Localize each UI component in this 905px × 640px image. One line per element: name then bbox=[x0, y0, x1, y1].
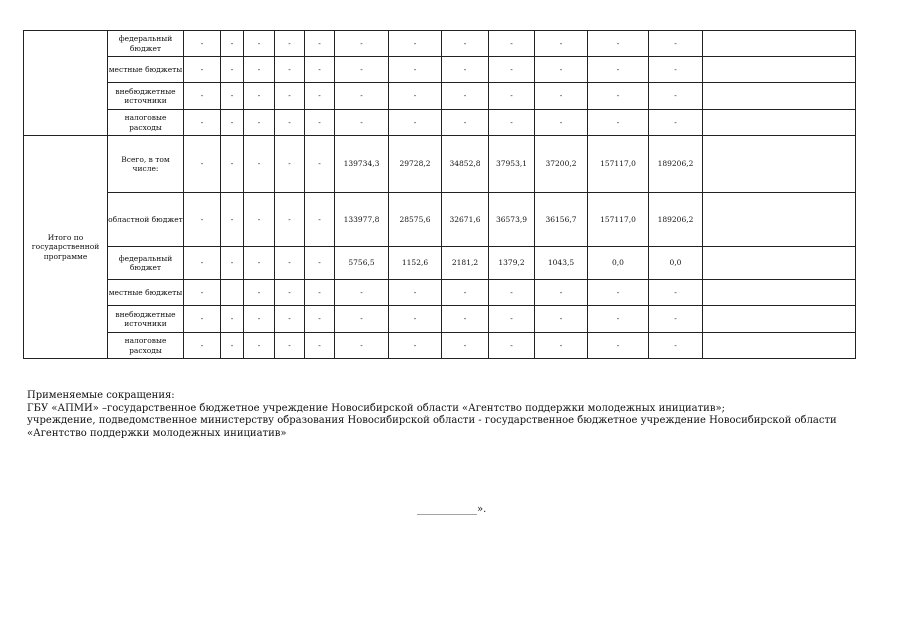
value-cell: 0,0 bbox=[649, 247, 703, 280]
value-cell: - bbox=[184, 110, 221, 136]
value-cell: - bbox=[649, 31, 703, 57]
abbreviation-line-2: учреждение, подведомственное министерству образования Новосибирской области - государственное бюджетное учреждение Новосибирской области «Агентство поддержки молодежных инициатив» bbox=[27, 415, 837, 439]
value-cell: - bbox=[649, 280, 703, 306]
table-row bbox=[24, 280, 856, 306]
value-cell: - bbox=[221, 193, 244, 247]
value-cell: - bbox=[221, 333, 244, 359]
value-cell: 189206,2 bbox=[649, 136, 703, 193]
value-cell: - bbox=[489, 280, 535, 306]
table-row bbox=[24, 110, 856, 136]
value-cell: 28575,6 bbox=[389, 193, 442, 247]
value-cell: 1043,5 bbox=[535, 247, 588, 280]
value-cell: - bbox=[184, 193, 221, 247]
notes-cell-empty bbox=[703, 31, 856, 57]
value-cell: - bbox=[588, 110, 649, 136]
value-cell: - bbox=[275, 280, 305, 306]
value-cell: - bbox=[649, 110, 703, 136]
value-cell: - bbox=[442, 83, 489, 110]
value-cell: - bbox=[275, 136, 305, 193]
value-cell: 29728,2 bbox=[389, 136, 442, 193]
table-row bbox=[24, 247, 856, 280]
value-cell: - bbox=[305, 110, 335, 136]
value-cell: - bbox=[275, 193, 305, 247]
value-cell: 1379,2 bbox=[489, 247, 535, 280]
value-cell: - bbox=[535, 280, 588, 306]
value-cell: - bbox=[588, 83, 649, 110]
funding-source: налоговые расходы bbox=[108, 110, 184, 136]
value-cell: - bbox=[221, 136, 244, 193]
value-cell: - bbox=[335, 280, 389, 306]
value-cell: - bbox=[335, 57, 389, 83]
value-cell: - bbox=[244, 57, 275, 83]
value-cell: - bbox=[221, 247, 244, 280]
funding-source: налоговые расходы bbox=[108, 333, 184, 359]
value-cell: - bbox=[244, 280, 275, 306]
value-cell: - bbox=[489, 31, 535, 57]
value-cell: - bbox=[184, 306, 221, 333]
funding-source: федеральный бюджет bbox=[108, 247, 184, 280]
value-cell: - bbox=[184, 83, 221, 110]
notes-cell-empty bbox=[703, 83, 856, 110]
value-cell: - bbox=[184, 57, 221, 83]
value-cell: 1152,6 bbox=[389, 247, 442, 280]
funding-source: местные бюджеты bbox=[108, 280, 184, 306]
value-cell: - bbox=[649, 83, 703, 110]
value-cell: - bbox=[244, 306, 275, 333]
value-cell: - bbox=[588, 57, 649, 83]
value-cell: - bbox=[489, 57, 535, 83]
closing-mark: ____________». bbox=[417, 504, 487, 515]
table-row bbox=[24, 306, 856, 333]
value-cell: - bbox=[244, 31, 275, 57]
value-cell: - bbox=[442, 280, 489, 306]
value-cell: - bbox=[335, 306, 389, 333]
value-cell: - bbox=[275, 110, 305, 136]
value-cell: - bbox=[389, 280, 442, 306]
value-cell: - bbox=[335, 333, 389, 359]
value-cell: - bbox=[184, 31, 221, 57]
value-cell: - bbox=[649, 306, 703, 333]
notes-cell-empty bbox=[703, 57, 856, 83]
notes-cell-empty bbox=[703, 110, 856, 136]
value-cell: - bbox=[335, 31, 389, 57]
value-cell: - bbox=[305, 31, 335, 57]
funding-source: Всего, в том числе: bbox=[108, 136, 184, 193]
notes-cell-empty bbox=[703, 280, 856, 306]
value-cell: - bbox=[221, 83, 244, 110]
funding-source: местные бюджеты bbox=[108, 57, 184, 83]
funding-source: областной бюджет bbox=[108, 193, 184, 247]
value-cell: - bbox=[442, 306, 489, 333]
table-row bbox=[24, 31, 856, 57]
value-cell: - bbox=[275, 333, 305, 359]
table-row bbox=[24, 57, 856, 83]
value-cell: 5756,5 bbox=[335, 247, 389, 280]
value-cell: - bbox=[442, 110, 489, 136]
value-cell: 37953,1 bbox=[489, 136, 535, 193]
value-cell: - bbox=[244, 83, 275, 110]
value-cell: - bbox=[221, 306, 244, 333]
value-cell: 34852,8 bbox=[442, 136, 489, 193]
value-cell: - bbox=[442, 333, 489, 359]
funding-source: внебюджетные источники bbox=[108, 306, 184, 333]
value-cell: - bbox=[335, 83, 389, 110]
value-cell: - bbox=[305, 193, 335, 247]
notes-cell-empty bbox=[703, 136, 856, 193]
value-cell: - bbox=[535, 110, 588, 136]
budget-table bbox=[23, 30, 856, 359]
value-cell: - bbox=[244, 110, 275, 136]
program-cell-empty bbox=[24, 31, 108, 136]
value-cell: 36156,7 bbox=[535, 193, 588, 247]
value-cell: 157117,0 bbox=[588, 193, 649, 247]
value-cell: - bbox=[305, 136, 335, 193]
value-cell: - bbox=[535, 83, 588, 110]
value-cell: 133977,8 bbox=[335, 193, 389, 247]
funding-source: федеральный бюджет bbox=[108, 31, 184, 57]
value-cell: - bbox=[535, 57, 588, 83]
value-cell: - bbox=[184, 280, 221, 306]
value-cell: 189206,2 bbox=[649, 193, 703, 247]
value-cell: - bbox=[535, 306, 588, 333]
value-cell: - bbox=[275, 31, 305, 57]
value-cell: - bbox=[588, 333, 649, 359]
table-row bbox=[24, 193, 856, 247]
value-cell: 0,0 bbox=[588, 247, 649, 280]
value-cell: - bbox=[244, 247, 275, 280]
value-cell: - bbox=[389, 57, 442, 83]
value-cell: - bbox=[588, 31, 649, 57]
value-cell: - bbox=[588, 280, 649, 306]
value-cell: 157117,0 bbox=[588, 136, 649, 193]
notes-cell-empty bbox=[703, 247, 856, 280]
value-cell: - bbox=[305, 83, 335, 110]
value-cell: - bbox=[442, 57, 489, 83]
value-cell: - bbox=[389, 306, 442, 333]
table-row bbox=[24, 333, 856, 359]
value-cell: 2181,2 bbox=[442, 247, 489, 280]
value-cell: - bbox=[489, 83, 535, 110]
value-cell: - bbox=[305, 57, 335, 83]
abbreviation-line-1: ГБУ «АПМИ» –государственное бюджетное учреждение Новосибирской области «Агентство поддержки молодежных инициатив»; bbox=[27, 402, 725, 414]
value-cell: - bbox=[389, 110, 442, 136]
table-row bbox=[24, 83, 856, 110]
value-cell: - bbox=[305, 333, 335, 359]
value-cell: - bbox=[489, 110, 535, 136]
value-cell: - bbox=[244, 333, 275, 359]
value-cell: - bbox=[244, 193, 275, 247]
abbreviations-heading: Применяемые сокращения: bbox=[27, 390, 175, 401]
value-cell: 32671,6 bbox=[442, 193, 489, 247]
funding-source: внебюджетные источники bbox=[108, 83, 184, 110]
value-cell: - bbox=[184, 247, 221, 280]
value-cell: - bbox=[221, 110, 244, 136]
value-cell: - bbox=[489, 333, 535, 359]
value-cell: - bbox=[275, 57, 305, 83]
value-cell: - bbox=[275, 247, 305, 280]
value-cell: 37200,2 bbox=[535, 136, 588, 193]
value-cell: 36573,9 bbox=[489, 193, 535, 247]
notes-cell-empty bbox=[703, 193, 856, 247]
value-cell: - bbox=[221, 57, 244, 83]
program-label: Итого по государственной программе bbox=[24, 136, 108, 359]
value-cell: - bbox=[335, 110, 389, 136]
abbreviations-section bbox=[27, 390, 877, 440]
value-cell: - bbox=[305, 306, 335, 333]
notes-cell-empty bbox=[703, 333, 856, 359]
value-cell: - bbox=[588, 306, 649, 333]
value-cell: - bbox=[442, 31, 489, 57]
value-cell: - bbox=[535, 333, 588, 359]
value-cell: - bbox=[389, 31, 442, 57]
value-cell: - bbox=[305, 280, 335, 306]
value-cell: - bbox=[649, 333, 703, 359]
value-cell: - bbox=[275, 83, 305, 110]
notes-cell-empty bbox=[703, 306, 856, 333]
value-cell: - bbox=[305, 247, 335, 280]
value-cell: - bbox=[275, 306, 305, 333]
value-cell: - bbox=[489, 306, 535, 333]
value-cell: 139734,3 bbox=[335, 136, 389, 193]
value-cell: - bbox=[184, 136, 221, 193]
value-cell: - bbox=[389, 333, 442, 359]
table-row bbox=[24, 136, 856, 193]
value-cell: - bbox=[184, 333, 221, 359]
value-cell: - bbox=[221, 31, 244, 57]
value-cell bbox=[221, 280, 244, 306]
value-cell: - bbox=[535, 31, 588, 57]
value-cell: - bbox=[649, 57, 703, 83]
value-cell: - bbox=[244, 136, 275, 193]
value-cell: - bbox=[389, 83, 442, 110]
